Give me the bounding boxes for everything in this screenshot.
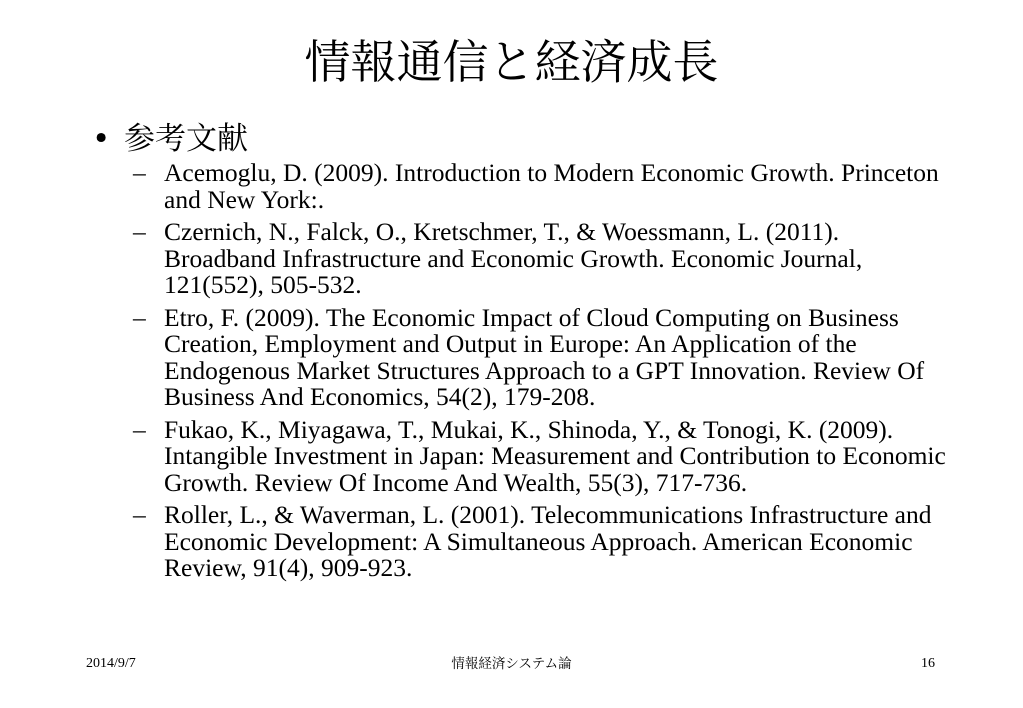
reference-item [133,414,953,497]
bullet-marker: • [92,121,111,157]
reference-item [133,219,953,299]
reference-item [133,502,953,582]
footer-course-name: 情報経済システム論 [451,656,572,672]
reference-dash: – [133,500,146,529]
reference-dash: – [133,302,146,332]
reference-dash: – [133,217,146,246]
bullet-item-references [92,120,248,158]
reference-item [133,302,953,411]
reference-text: Etro, F. (2009). The Economic Impact of Cloud Computing on Business Creation, Employment and Output in Europe: An Application of the Endogenous Market Structures Approach to a GPT Innovation. Review Of Business And Economics, 54(2), 179-208. [164,302,925,411]
footer-page-number: 16 [921,656,935,671]
reference-item [133,160,953,213]
reference-text: Czernich, N., Falck, O., Kretschmer, T., & Woessmann, L. (2011). Broadband Infrastructure and Economic Growth. Economic Journal, 121(552), 505-532. [164,217,863,299]
bullet-text: 参考文献 [124,121,248,157]
reference-list [133,160,953,588]
reference-dash: – [133,158,146,187]
footer-date: 2014/9/7 [86,656,136,671]
reference-text: Acemoglu, D. (2009). Introduction to Modern Economic Growth. Princeton and New York:. [164,158,939,214]
reference-dash: – [133,414,146,444]
reference-text: Roller, L., & Waverman, L. (2001). Telecommunications Infrastructure and Economic Development: A Simultaneous Approach. American Economic Review, 91(4), 909-923. [164,500,932,582]
slide-title: 情報通信と経済成長 [304,35,719,89]
reference-text: Fukao, K., Miyagawa, T., Mukai, K., Shinoda, Y., & Tonogi, K. (2009). Intangible Investment in Japan: Measurement and Contribution to Economic Growth. Review Of Income And Wealth, 55(3), 717-736. [164,414,946,497]
